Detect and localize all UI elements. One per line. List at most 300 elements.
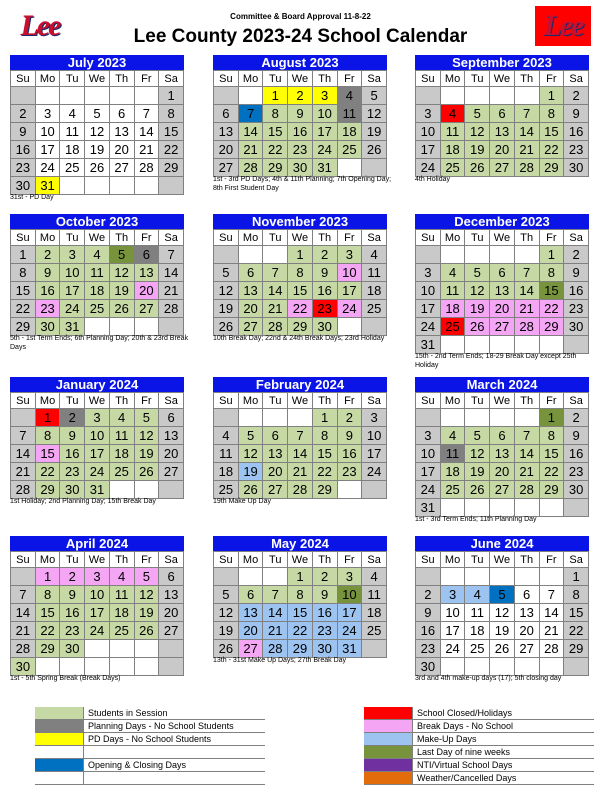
empty-cell bbox=[263, 568, 288, 586]
weekday-header: Fr bbox=[134, 71, 159, 87]
day-cell: 29 bbox=[11, 318, 36, 336]
day-cell: 15 bbox=[539, 123, 564, 141]
day-cell: 20 bbox=[214, 141, 239, 159]
day-cell: 9 bbox=[564, 105, 589, 123]
day-cell: 7 bbox=[159, 246, 184, 264]
day-cell: 30 bbox=[60, 640, 85, 658]
day-cell: 5 bbox=[465, 264, 490, 282]
weekday-header: Mo bbox=[238, 552, 263, 568]
day-cell: 28 bbox=[514, 159, 539, 177]
weekday-header: Tu bbox=[465, 71, 490, 87]
day-cell: 18 bbox=[362, 282, 387, 300]
weekday-header: Fr bbox=[337, 71, 362, 87]
weekday-header: Su bbox=[11, 230, 36, 246]
day-cell: 25 bbox=[440, 159, 465, 177]
day-cell: 12 bbox=[362, 105, 387, 123]
weekday-header: Su bbox=[11, 552, 36, 568]
day-cell: 12 bbox=[490, 604, 515, 622]
day-cell: 1 bbox=[288, 568, 313, 586]
empty-cell bbox=[134, 177, 159, 195]
day-cell: 1 bbox=[288, 246, 313, 264]
day-cell: 15 bbox=[35, 445, 60, 463]
empty-cell bbox=[514, 568, 539, 586]
day-cell: 17 bbox=[312, 123, 337, 141]
day-cell: 14 bbox=[514, 445, 539, 463]
day-cell: 12 bbox=[134, 586, 159, 604]
weekday-header: Tu bbox=[465, 393, 490, 409]
legend-row bbox=[364, 707, 594, 720]
day-cell: 7 bbox=[514, 105, 539, 123]
day-cell: 28 bbox=[263, 318, 288, 336]
day-cell: 2 bbox=[564, 87, 589, 105]
weekday-header: Su bbox=[214, 393, 239, 409]
day-cell: 30 bbox=[564, 318, 589, 336]
day-cell: 22 bbox=[35, 463, 60, 481]
day-cell: 27 bbox=[490, 159, 515, 177]
day-cell: 28 bbox=[159, 300, 184, 318]
day-cell: 10 bbox=[362, 427, 387, 445]
empty-cell bbox=[134, 640, 159, 658]
legend-row bbox=[35, 720, 265, 733]
empty-cell bbox=[564, 499, 589, 517]
day-cell: 28 bbox=[288, 481, 313, 499]
month-name: November 2023 bbox=[213, 214, 387, 229]
day-cell: 2 bbox=[60, 568, 85, 586]
day-cell: 8 bbox=[288, 264, 313, 282]
empty-cell bbox=[539, 568, 564, 586]
day-cell: 13 bbox=[214, 123, 239, 141]
day-cell: 27 bbox=[134, 300, 159, 318]
day-cell: 16 bbox=[288, 123, 313, 141]
weekday-header: Th bbox=[109, 71, 134, 87]
day-cell: 24 bbox=[35, 159, 60, 177]
month-note: 5th - 1st Term Ends; 6th Planning Day; 20th & 23rd Break Days bbox=[10, 335, 189, 351]
day-cell: 16 bbox=[60, 445, 85, 463]
day-cell: 10 bbox=[416, 445, 441, 463]
day-cell: 12 bbox=[214, 604, 239, 622]
day-cell: 20 bbox=[490, 300, 515, 318]
weekday-header: Mo bbox=[440, 71, 465, 87]
day-cell: 7 bbox=[514, 427, 539, 445]
day-cell: 27 bbox=[238, 640, 263, 658]
day-cell: 1 bbox=[539, 246, 564, 264]
month-may-2024 bbox=[213, 536, 387, 658]
day-cell: 3 bbox=[60, 246, 85, 264]
day-cell: 24 bbox=[60, 300, 85, 318]
day-cell: 22 bbox=[539, 141, 564, 159]
day-cell: 2 bbox=[312, 568, 337, 586]
day-cell: 4 bbox=[440, 427, 465, 445]
day-cell: 7 bbox=[263, 586, 288, 604]
empty-cell bbox=[134, 87, 159, 105]
day-cell: 21 bbox=[11, 463, 36, 481]
month-march-2024 bbox=[415, 377, 589, 517]
day-cell: 23 bbox=[60, 622, 85, 640]
legend-swatch bbox=[364, 733, 413, 745]
day-cell: 3 bbox=[416, 264, 441, 282]
day-cell: 6 bbox=[490, 264, 515, 282]
day-cell: 16 bbox=[337, 445, 362, 463]
day-cell: 2 bbox=[11, 105, 36, 123]
day-cell: 6 bbox=[109, 105, 134, 123]
day-cell: 8 bbox=[539, 427, 564, 445]
day-cell: 10 bbox=[337, 586, 362, 604]
day-cell: 13 bbox=[514, 604, 539, 622]
day-cell: 18 bbox=[465, 622, 490, 640]
weekday-header: Mo bbox=[440, 393, 465, 409]
day-cell: 15 bbox=[564, 604, 589, 622]
day-cell: 5 bbox=[465, 427, 490, 445]
day-cell: 18 bbox=[440, 463, 465, 481]
header bbox=[0, 0, 601, 52]
day-cell: 23 bbox=[416, 640, 441, 658]
legend-swatch bbox=[364, 720, 413, 732]
day-cell: 11 bbox=[440, 282, 465, 300]
weekday-header: Sa bbox=[564, 552, 589, 568]
empty-cell bbox=[11, 87, 36, 105]
day-cell: 5 bbox=[85, 105, 110, 123]
day-cell: 18 bbox=[60, 141, 85, 159]
month-july-2023 bbox=[10, 55, 184, 195]
day-cell: 6 bbox=[214, 105, 239, 123]
day-cell: 20 bbox=[134, 282, 159, 300]
day-cell: 10 bbox=[85, 586, 110, 604]
empty-cell bbox=[490, 336, 515, 354]
empty-cell bbox=[362, 159, 387, 177]
day-cell: 17 bbox=[362, 445, 387, 463]
month-name: June 2024 bbox=[415, 536, 589, 551]
legend-label: Students in Session bbox=[88, 708, 168, 718]
day-cell: 16 bbox=[11, 141, 36, 159]
weekday-header: Th bbox=[514, 230, 539, 246]
empty-cell bbox=[337, 481, 362, 499]
empty-cell bbox=[490, 409, 515, 427]
day-cell: 30 bbox=[11, 658, 36, 676]
legend-row bbox=[35, 746, 265, 759]
empty-cell bbox=[465, 409, 490, 427]
day-cell: 22 bbox=[11, 300, 36, 318]
day-cell: 4 bbox=[362, 568, 387, 586]
day-cell: 14 bbox=[263, 282, 288, 300]
day-cell: 15 bbox=[539, 282, 564, 300]
month-name: February 2024 bbox=[213, 377, 387, 392]
legend-right bbox=[364, 707, 594, 785]
empty-cell bbox=[109, 177, 134, 195]
day-cell: 21 bbox=[539, 622, 564, 640]
day-cell: 9 bbox=[337, 427, 362, 445]
month-note: 10th Break Day; 22nd & 24th Break Days; 23rd Holiday bbox=[213, 335, 385, 342]
legend-swatch bbox=[35, 772, 84, 784]
weekday-header: Th bbox=[109, 230, 134, 246]
weekday-header: We bbox=[85, 230, 110, 246]
legend-swatch bbox=[35, 759, 84, 771]
legend-swatch bbox=[364, 772, 413, 784]
day-cell: 4 bbox=[60, 105, 85, 123]
day-cell: 20 bbox=[514, 622, 539, 640]
empty-cell bbox=[465, 568, 490, 586]
day-cell: 31 bbox=[416, 499, 441, 517]
day-cell: 10 bbox=[85, 427, 110, 445]
weekday-header: Fr bbox=[134, 552, 159, 568]
day-cell: 8 bbox=[263, 105, 288, 123]
day-cell: 2 bbox=[35, 246, 60, 264]
empty-cell bbox=[109, 87, 134, 105]
legend-label: Opening & Closing Days bbox=[88, 760, 187, 770]
day-cell: 2 bbox=[60, 409, 85, 427]
day-cell: 31 bbox=[60, 318, 85, 336]
day-cell: 20 bbox=[159, 445, 184, 463]
empty-cell bbox=[490, 246, 515, 264]
day-cell: 4 bbox=[440, 105, 465, 123]
day-cell: 26 bbox=[109, 300, 134, 318]
weekday-header: Tu bbox=[60, 230, 85, 246]
day-cell: 26 bbox=[465, 481, 490, 499]
day-cell: 4 bbox=[465, 586, 490, 604]
month-note: 1st Holiday; 2nd Planning Day; 15th Break Day bbox=[10, 498, 156, 505]
month-november-2023 bbox=[213, 214, 387, 336]
weekday-header: Tu bbox=[60, 71, 85, 87]
month-note: 1st - 3rd Term Ends; 11th Planning Day bbox=[415, 516, 537, 523]
day-cell: 9 bbox=[60, 427, 85, 445]
day-cell: 15 bbox=[312, 445, 337, 463]
empty-cell bbox=[11, 568, 36, 586]
legend-swatch bbox=[35, 733, 84, 745]
empty-cell bbox=[362, 318, 387, 336]
empty-cell bbox=[35, 658, 60, 676]
day-cell: 25 bbox=[109, 463, 134, 481]
empty-cell bbox=[416, 87, 441, 105]
day-cell: 27 bbox=[490, 481, 515, 499]
empty-cell bbox=[490, 568, 515, 586]
day-cell: 2 bbox=[564, 409, 589, 427]
day-cell: 1 bbox=[263, 87, 288, 105]
day-cell: 17 bbox=[440, 622, 465, 640]
empty-cell bbox=[539, 658, 564, 676]
weekday-header: Tu bbox=[60, 393, 85, 409]
day-cell: 1 bbox=[35, 409, 60, 427]
day-cell: 13 bbox=[238, 282, 263, 300]
weekday-header: Sa bbox=[564, 230, 589, 246]
weekday-header: Fr bbox=[539, 71, 564, 87]
weekday-header: Sa bbox=[362, 230, 387, 246]
day-cell: 16 bbox=[564, 445, 589, 463]
empty-cell bbox=[85, 177, 110, 195]
day-cell: 11 bbox=[109, 586, 134, 604]
day-cell: 24 bbox=[416, 318, 441, 336]
day-cell: 1 bbox=[35, 568, 60, 586]
month-name: August 2023 bbox=[213, 55, 387, 70]
weekday-header: Th bbox=[312, 71, 337, 87]
day-cell: 14 bbox=[11, 445, 36, 463]
day-cell: 19 bbox=[85, 141, 110, 159]
empty-cell bbox=[490, 499, 515, 517]
day-cell: 3 bbox=[362, 409, 387, 427]
day-cell: 17 bbox=[416, 463, 441, 481]
day-cell: 23 bbox=[564, 141, 589, 159]
day-cell: 23 bbox=[337, 463, 362, 481]
empty-cell bbox=[238, 568, 263, 586]
legend-swatch bbox=[35, 746, 84, 758]
day-cell: 31 bbox=[312, 159, 337, 177]
weekday-header: Fr bbox=[337, 552, 362, 568]
day-cell: 24 bbox=[337, 622, 362, 640]
day-cell: 14 bbox=[238, 123, 263, 141]
empty-cell bbox=[109, 481, 134, 499]
empty-cell bbox=[214, 246, 239, 264]
day-cell: 22 bbox=[288, 300, 313, 318]
day-cell: 9 bbox=[11, 123, 36, 141]
day-cell: 28 bbox=[539, 640, 564, 658]
weekday-header: Sa bbox=[159, 552, 184, 568]
weekday-header: Mo bbox=[238, 230, 263, 246]
day-cell: 25 bbox=[337, 141, 362, 159]
lee-logo-right bbox=[535, 6, 591, 46]
weekday-header: Tu bbox=[263, 393, 288, 409]
day-cell: 13 bbox=[159, 586, 184, 604]
day-cell: 23 bbox=[312, 622, 337, 640]
empty-cell bbox=[85, 640, 110, 658]
weekday-header: Tu bbox=[263, 71, 288, 87]
empty-cell bbox=[263, 409, 288, 427]
day-cell: 16 bbox=[564, 123, 589, 141]
empty-cell bbox=[214, 409, 239, 427]
month-name: October 2023 bbox=[10, 214, 184, 229]
month-september-2023 bbox=[415, 55, 589, 177]
legend-row bbox=[364, 733, 594, 746]
day-cell: 20 bbox=[238, 622, 263, 640]
day-cell: 13 bbox=[134, 264, 159, 282]
day-cell: 3 bbox=[337, 568, 362, 586]
empty-cell bbox=[238, 246, 263, 264]
day-cell: 21 bbox=[263, 622, 288, 640]
day-cell: 28 bbox=[514, 481, 539, 499]
month-august-2023 bbox=[213, 55, 387, 177]
day-cell: 19 bbox=[465, 300, 490, 318]
day-cell: 9 bbox=[60, 586, 85, 604]
weekday-header: Mo bbox=[35, 393, 60, 409]
month-name: January 2024 bbox=[10, 377, 184, 392]
day-cell: 16 bbox=[416, 622, 441, 640]
day-cell: 22 bbox=[35, 622, 60, 640]
empty-cell bbox=[490, 87, 515, 105]
day-cell: 30 bbox=[416, 658, 441, 676]
weekday-header: We bbox=[288, 230, 313, 246]
weekday-header: We bbox=[490, 393, 515, 409]
day-cell: 6 bbox=[134, 246, 159, 264]
day-cell: 23 bbox=[35, 300, 60, 318]
day-cell: 8 bbox=[312, 427, 337, 445]
day-cell: 8 bbox=[539, 105, 564, 123]
weekday-header: We bbox=[490, 552, 515, 568]
day-cell: 3 bbox=[337, 246, 362, 264]
day-cell: 15 bbox=[159, 123, 184, 141]
day-cell: 11 bbox=[440, 445, 465, 463]
day-cell: 7 bbox=[288, 427, 313, 445]
empty-cell bbox=[440, 568, 465, 586]
day-cell: 16 bbox=[35, 282, 60, 300]
day-cell: 27 bbox=[490, 318, 515, 336]
day-cell: 8 bbox=[35, 427, 60, 445]
empty-cell bbox=[514, 336, 539, 354]
weekday-header: Mo bbox=[440, 230, 465, 246]
day-cell: 14 bbox=[514, 282, 539, 300]
day-cell: 4 bbox=[214, 427, 239, 445]
month-note: 4th Holiday bbox=[415, 176, 451, 183]
day-cell: 26 bbox=[214, 640, 239, 658]
day-cell: 19 bbox=[109, 282, 134, 300]
day-cell: 9 bbox=[288, 105, 313, 123]
day-cell: 23 bbox=[288, 141, 313, 159]
day-cell: 1 bbox=[539, 409, 564, 427]
day-cell: 26 bbox=[465, 318, 490, 336]
empty-cell bbox=[238, 409, 263, 427]
day-cell: 18 bbox=[362, 604, 387, 622]
weekday-header: Su bbox=[416, 552, 441, 568]
month-name: July 2023 bbox=[10, 55, 184, 70]
weekday-header: Su bbox=[416, 71, 441, 87]
day-cell: 29 bbox=[539, 318, 564, 336]
empty-cell bbox=[514, 409, 539, 427]
empty-cell bbox=[465, 658, 490, 676]
day-cell: 27 bbox=[109, 159, 134, 177]
day-cell: 8 bbox=[159, 105, 184, 123]
day-cell: 28 bbox=[134, 159, 159, 177]
weekday-header: Su bbox=[416, 230, 441, 246]
day-cell: 7 bbox=[238, 105, 263, 123]
day-cell: 16 bbox=[60, 604, 85, 622]
weekday-header: We bbox=[288, 71, 313, 87]
day-cell: 1 bbox=[11, 246, 36, 264]
day-cell: 19 bbox=[134, 604, 159, 622]
day-cell: 17 bbox=[60, 282, 85, 300]
legend-row bbox=[364, 746, 594, 759]
day-cell: 7 bbox=[11, 586, 36, 604]
day-cell: 13 bbox=[159, 427, 184, 445]
day-cell: 27 bbox=[263, 481, 288, 499]
day-cell: 12 bbox=[134, 427, 159, 445]
day-cell: 30 bbox=[11, 177, 36, 195]
empty-cell bbox=[85, 658, 110, 676]
day-cell: 10 bbox=[440, 604, 465, 622]
day-cell: 15 bbox=[263, 123, 288, 141]
day-cell: 7 bbox=[263, 264, 288, 282]
month-name: December 2023 bbox=[415, 214, 589, 229]
day-cell: 12 bbox=[465, 445, 490, 463]
day-cell: 18 bbox=[109, 445, 134, 463]
day-cell: 19 bbox=[362, 123, 387, 141]
weekday-header: Tu bbox=[465, 230, 490, 246]
day-cell: 18 bbox=[440, 300, 465, 318]
day-cell: 29 bbox=[564, 640, 589, 658]
day-cell: 12 bbox=[465, 123, 490, 141]
day-cell: 8 bbox=[564, 586, 589, 604]
day-cell: 1 bbox=[312, 409, 337, 427]
day-cell: 9 bbox=[416, 604, 441, 622]
day-cell: 26 bbox=[134, 622, 159, 640]
day-cell: 30 bbox=[312, 640, 337, 658]
month-note: 19th Make Up Day bbox=[213, 498, 271, 505]
day-cell: 26 bbox=[214, 318, 239, 336]
empty-cell bbox=[159, 177, 184, 195]
day-cell: 26 bbox=[238, 481, 263, 499]
empty-cell bbox=[85, 318, 110, 336]
weekday-header: Fr bbox=[539, 393, 564, 409]
day-cell: 30 bbox=[564, 481, 589, 499]
day-cell: 7 bbox=[514, 264, 539, 282]
day-cell: 30 bbox=[564, 159, 589, 177]
day-cell: 14 bbox=[11, 604, 36, 622]
day-cell: 18 bbox=[109, 604, 134, 622]
